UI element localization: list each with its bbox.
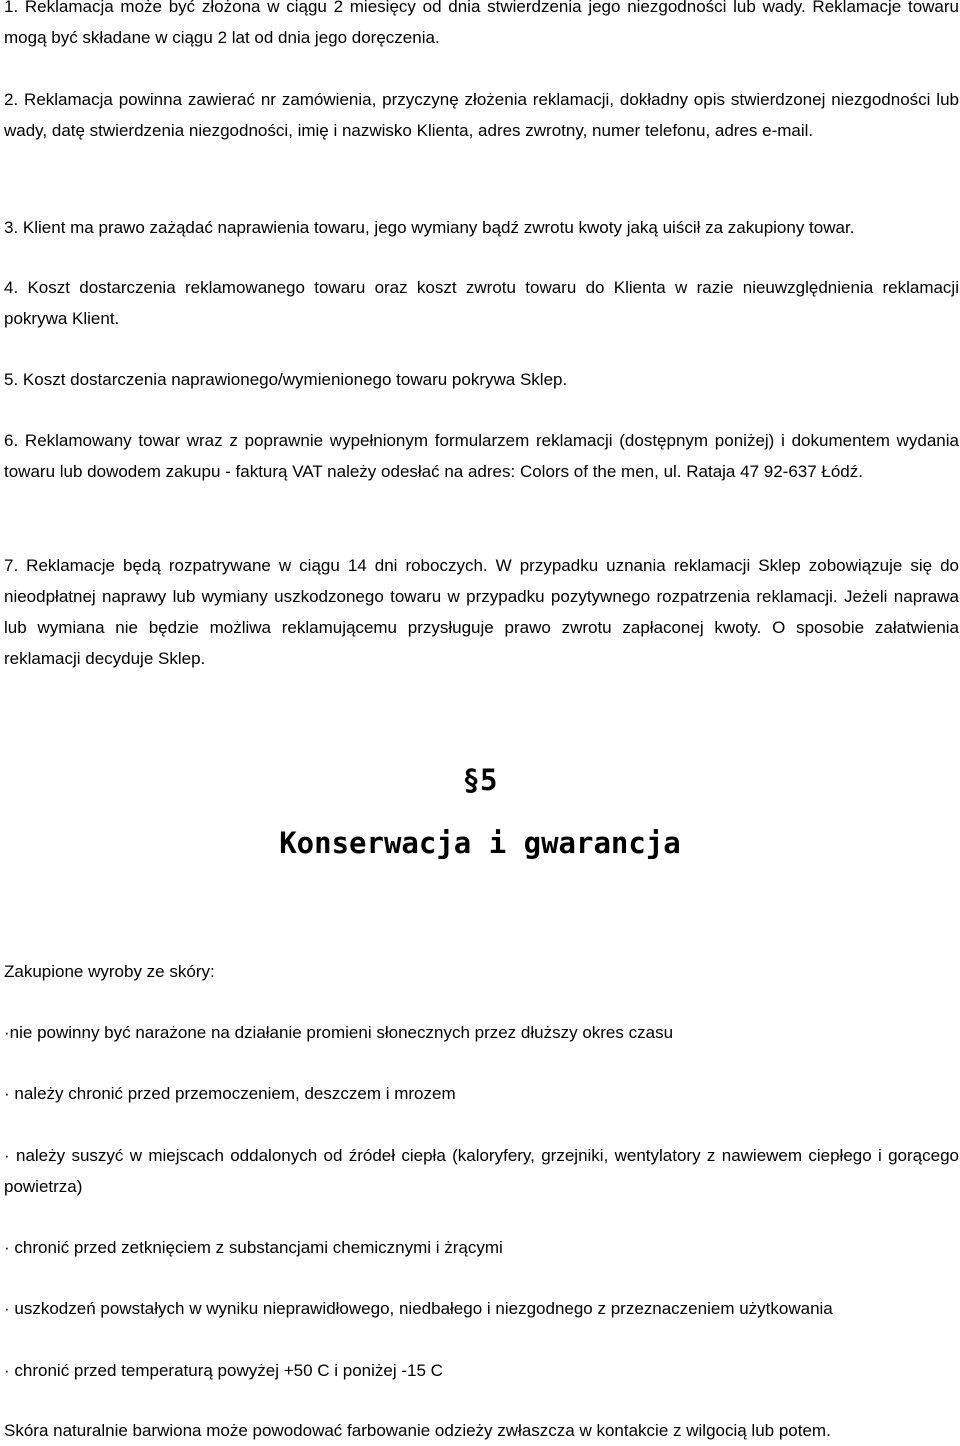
bullet-mark: · — [4, 1299, 10, 1318]
bullet-item — [4, 1355, 959, 1386]
bullet-mark: · — [4, 1023, 10, 1042]
bullet-text: należy chronić przed przemoczeniem, deszczem i mrozem — [9, 1084, 456, 1103]
paragraph-6: 6. Reklamowany towar wraz z poprawnie wypełnionym formularzem reklamacji (dostępnym poniżej) i dokumentem wydania towaru lub dowodem zakupu - fakturą VAT należy odesłać na adres: Colors of the men, ul. Rataja 47 92-637 Łódź. — [4, 431, 959, 481]
section-number: §5 — [462, 763, 498, 797]
paragraph-4: 4. Koszt dostarczenia reklamowanego towaru oraz koszt zwrotu towaru do Klienta w razie nieuwzględnienia reklamacji pokrywa Klient. — [4, 278, 959, 328]
bullet-text: chronić przed temperaturą powyżej +50 C i poniżej -15 C — [9, 1361, 443, 1380]
section-title: Konserwacja i gwarancja — [279, 826, 681, 860]
bullet-item — [4, 1293, 959, 1324]
bullet-item — [4, 1078, 959, 1109]
bullet-text: chronić przed zetknięciem z substancjami chemicznymi i żrącymi — [9, 1238, 503, 1257]
bullet-item — [4, 1017, 959, 1048]
paragraph-1: 1. Reklamacja może być złożona w ciągu 2 miesięcy od dnia stwierdzenia jego niezgodności lub wady. Reklamacje towaru mogą być składane w ciągu 2 lat od dnia jego doręczenia. — [4, 0, 959, 47]
bullet-text: nie powinny być narażone na działanie promieni słonecznych przez dłuższy okres czasu — [9, 1023, 674, 1042]
bullet-text: uszkodzeń powstałych w wyniku nieprawidłowego, niedbałego i niezgodnego z przeznaczeniem użytkowania — [9, 1299, 833, 1318]
paragraph-2: 2. Reklamacja powinna zawierać nr zamówienia, przyczynę złożenia reklamacji, dokładny opis stwierdzonej niezgodności lub wady, datę stwierdzenia niezgodności, imię i nazwisko Klienta, adres zwrotny, numer telefonu, adres e-mail. — [4, 90, 959, 140]
bullet-mark: · — [4, 1146, 10, 1165]
leather-intro: Zakupione wyroby ze skóry: — [4, 962, 215, 981]
bullet-mark: · — [4, 1238, 10, 1257]
bullet-mark: · — [4, 1084, 10, 1103]
bullet-text: należy suszyć w miejscach oddalonych od źródeł ciepła (kaloryfery, grzejniki, wentylatory z nawiewem ciepłego i gorącego powietrza) — [4, 1146, 959, 1196]
leather-note: Skóra naturalnie barwiona może powodować farbowanie odzieży zwłaszcza w kontakcie z wilgocią lub potem. — [4, 1421, 831, 1440]
bullet-item — [4, 1140, 959, 1202]
bullet-item — [4, 1232, 959, 1263]
paragraph-7: 7. Reklamacje będą rozpatrywane w ciągu 14 dni roboczych. W przypadku uznania reklamacji Sklep zobowiązuje się do nieodpłatnej naprawy lub wymiany uszkodzonego towaru w przypadku pozytywnego rozpatrzenia reklamacji. Jeżeli naprawa lub wymiana nie będzie możliwa reklamującemu przysługuje prawo zwrotu zapłaconej kwoty. O sposobie załatwienia reklamacji decyduje Sklep. — [4, 556, 959, 668]
bullet-mark: · — [4, 1361, 10, 1380]
paragraph-3: 3. Klient ma prawo zażądać naprawienia towaru, jego wymiany bądź zwrotu kwoty jaką uiścił za zakupiony towar. — [4, 218, 855, 237]
paragraph-5: 5. Koszt dostarczenia naprawionego/wymienionego towaru pokrywa Sklep. — [4, 370, 568, 389]
